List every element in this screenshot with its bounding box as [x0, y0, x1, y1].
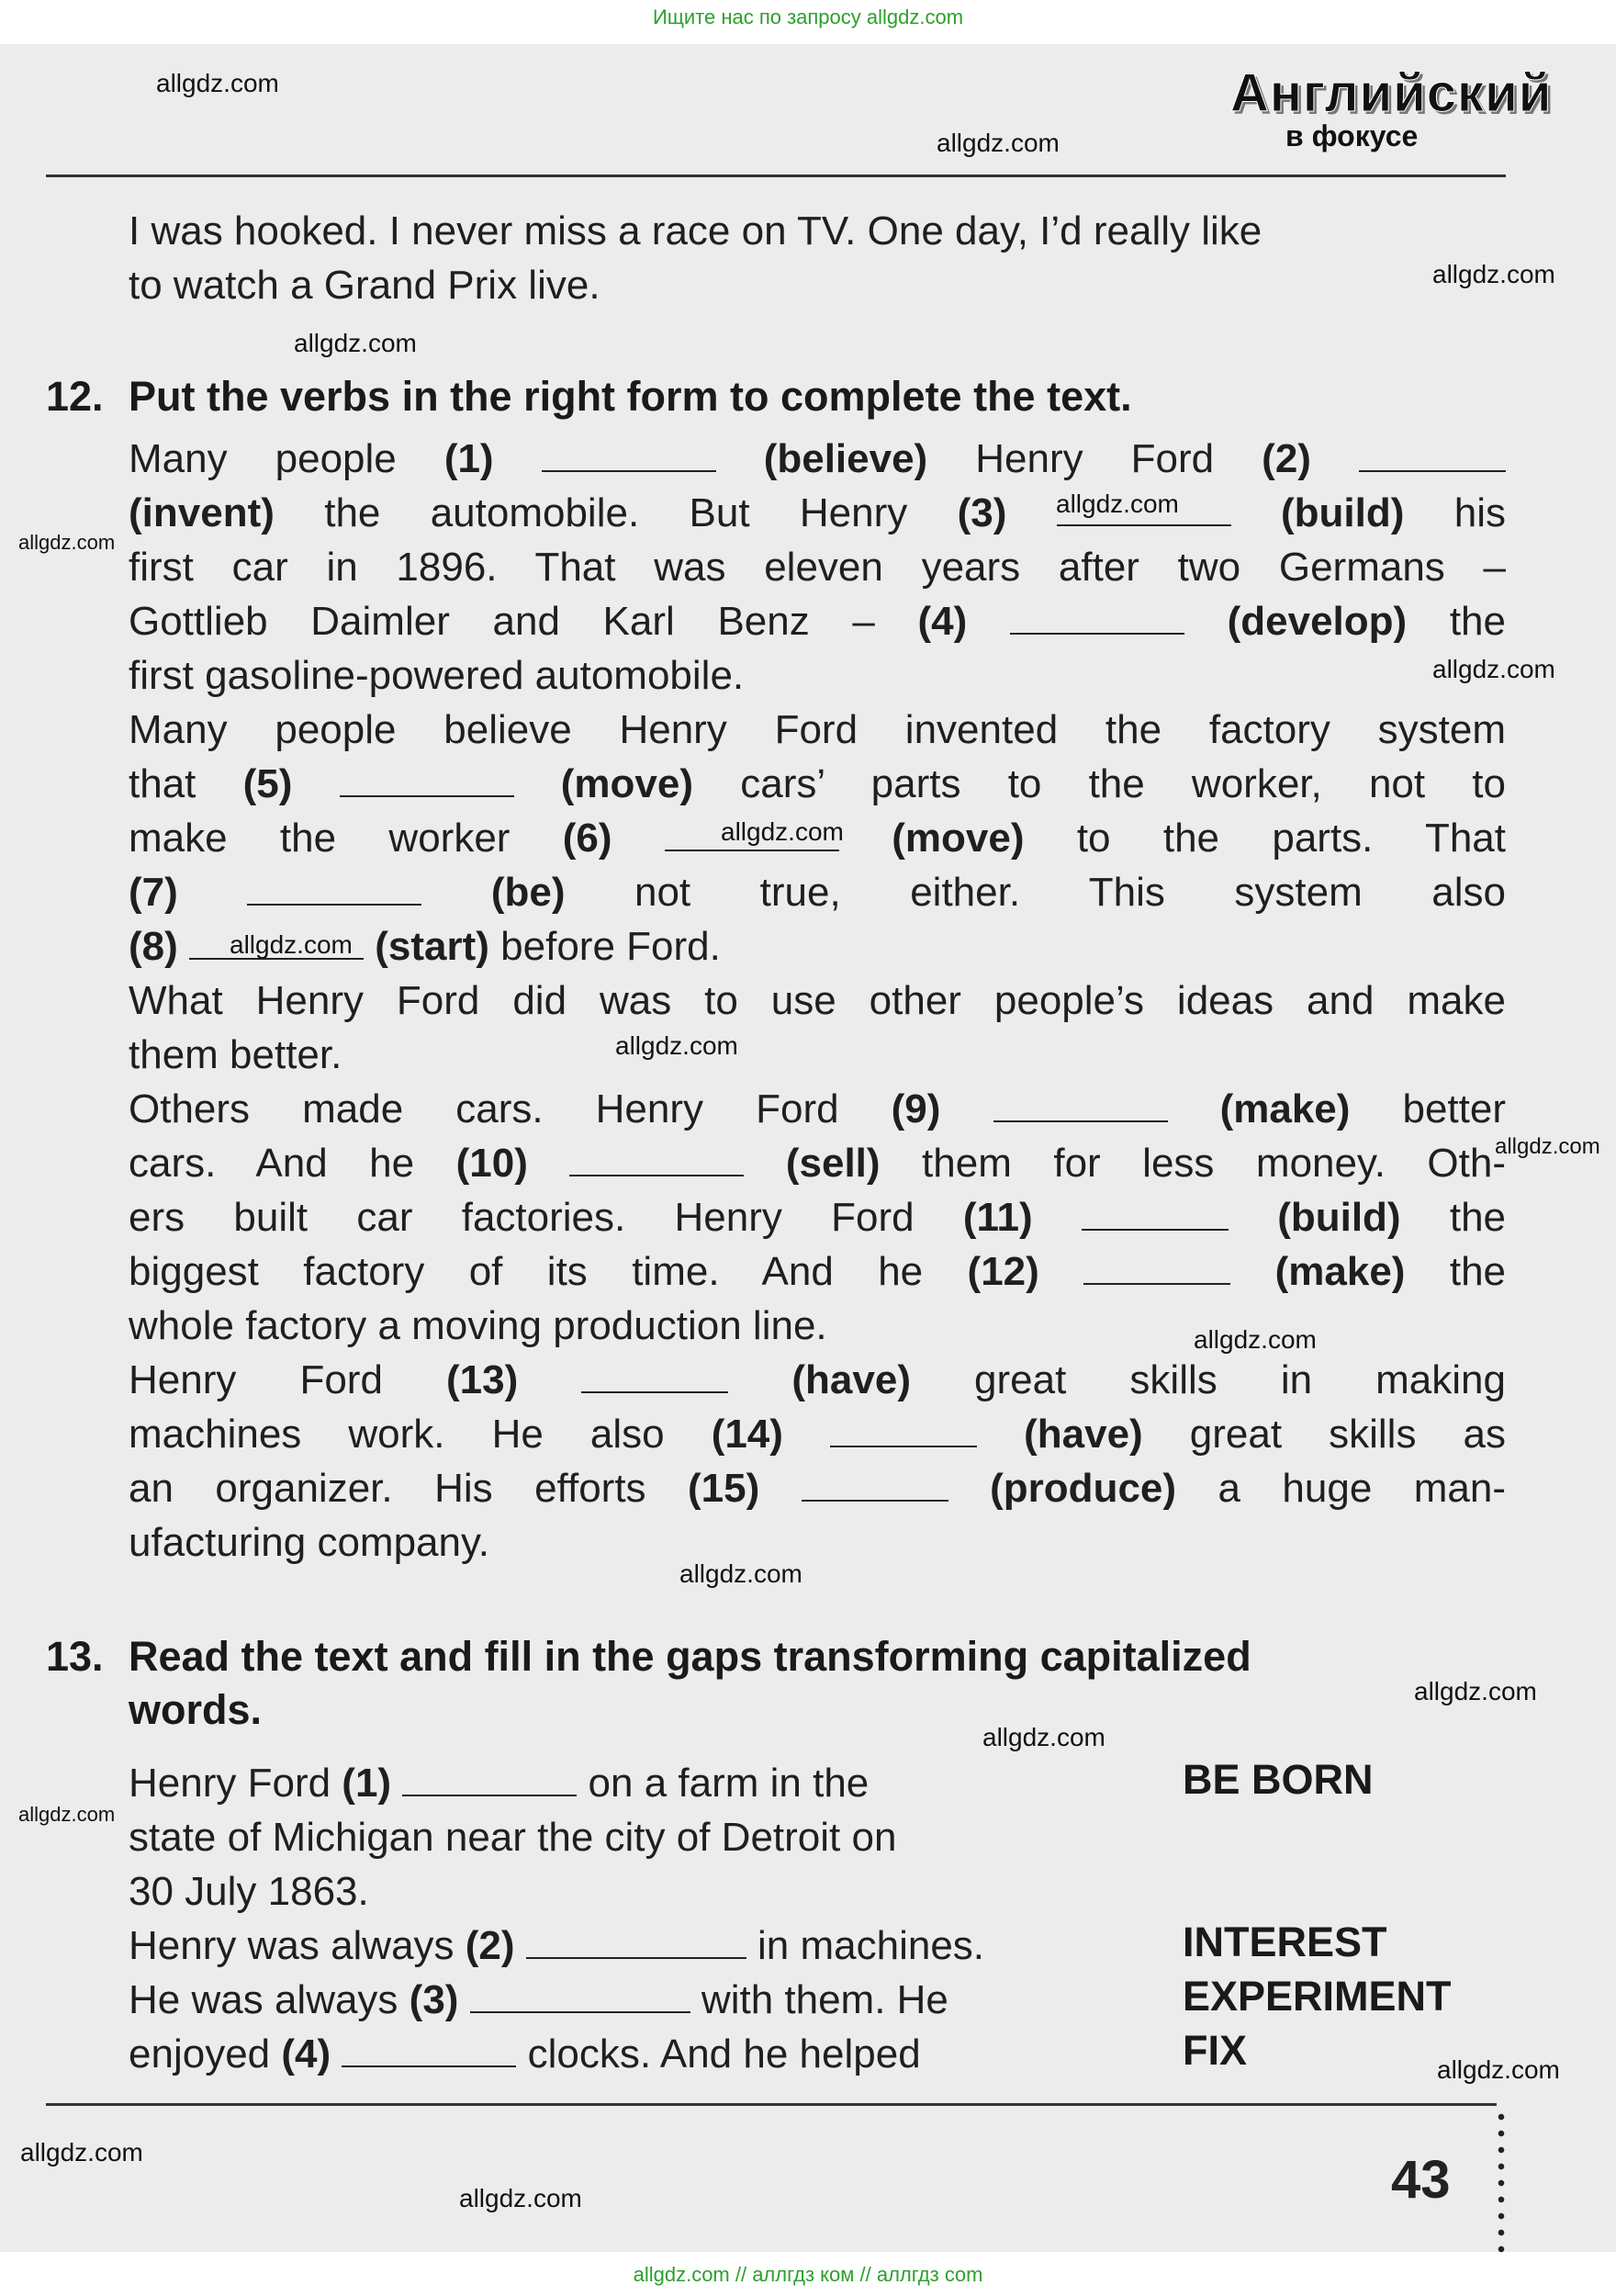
exercise-13-line: He was always (3) with them. He — [129, 1977, 948, 2022]
watermark: allgdz.com — [615, 1031, 738, 1060]
gap-11[interactable] — [1082, 1196, 1229, 1231]
exercise-12-line: make the worker (6) (move) to the parts. That — [129, 816, 1506, 861]
watermark: allgdz.com — [18, 531, 116, 554]
watermark: allgdz.com — [1432, 260, 1555, 288]
exercise-12-line: first car in 1896. That was eleven years after two Germans – — [129, 545, 1506, 590]
watermark: allgdz.com — [156, 69, 279, 97]
exercise-12-line: ers built car factories. Henry Ford (11) (build) the — [129, 1195, 1507, 1240]
exercise-12-line: (7) (be) not true, either. This system also — [129, 870, 1506, 915]
logo-subtitle: в фокусе — [1285, 119, 1419, 152]
exercise-13-line: Henry was always (2) in machines. — [129, 1923, 985, 1968]
watermark: allgdz.com — [982, 1723, 1105, 1751]
capitalized-word: EXPERIMENT — [1183, 1973, 1452, 2020]
gap-3[interactable] — [1057, 491, 1231, 526]
exercise-12-line: Many people (1) (believe) Henry Ford (2) — [129, 432, 1506, 486]
capitalized-word: FIX — [1183, 2027, 1248, 2074]
gap-9[interactable] — [993, 1087, 1168, 1122]
exercise-12-line: Others made cars. Henry Ford (9) (make) better — [129, 1086, 1507, 1131]
exercise-12-line: whole factory a moving production line. — [129, 1303, 827, 1348]
exercise-13-title: Read the text and fill in the gaps transforming capitalized words. — [129, 1633, 1251, 1733]
gap-13[interactable] — [581, 1358, 728, 1393]
gap-15[interactable] — [802, 1467, 948, 1502]
page-number: 43 — [1391, 2150, 1451, 2210]
gap-14[interactable] — [830, 1412, 977, 1447]
gap-4[interactable] — [1010, 600, 1184, 635]
gap-13-3[interactable] — [470, 1978, 690, 2013]
intro-line: I was hooked. I never miss a race on TV. One day, I’d really like — [129, 208, 1262, 253]
exercise-13-number: 13. — [46, 1633, 104, 1680]
exercise-12-line: Gottlieb Daimler and Karl Benz – (4) (develop) the — [129, 599, 1506, 644]
capitalized-word: INTEREST — [1183, 1919, 1387, 1965]
exercise-12-line: that (5) (move) cars’ parts to the worker, not to — [129, 761, 1506, 806]
watermark: allgdz.com — [1437, 2055, 1560, 2084]
exercise-12-line: first gasoline-powered automobile. — [129, 653, 745, 698]
footer-divider — [46, 2103, 1497, 2106]
intro-line: to watch a Grand Prix live. — [129, 263, 600, 308]
top-banner-link[interactable]: Ищите нас по запросу allgdz.com — [652, 6, 964, 28]
exercise-13-line: enjoyed (4) clocks. And he helped — [129, 2032, 921, 2077]
exercise-12-line: Henry Ford (13) (have) great skills in making — [129, 1357, 1506, 1402]
watermark: allgdz.com — [1495, 1134, 1600, 1159]
watermark: allgdz.com — [1432, 655, 1555, 683]
gap-7[interactable] — [247, 871, 421, 906]
watermark: allgdz.com — [230, 930, 353, 959]
dotted-margin-line — [1497, 2109, 1506, 2256]
watermark: allgdz.com — [679, 1559, 802, 1588]
gap-13-2[interactable] — [526, 1924, 746, 1959]
exercise-12-line: (8) (start) before Ford. — [129, 924, 721, 969]
exercise-13-line: 30 July 1863. — [129, 1869, 369, 1914]
header-divider — [46, 174, 1506, 177]
exercise-13-line: Henry Ford (1) on a farm in the — [129, 1761, 870, 1806]
watermark: allgdz.com — [937, 129, 1060, 157]
exercise-12-line: cars. And he (10) (sell) them for less money. Oth- — [129, 1141, 1506, 1186]
gap-5[interactable] — [340, 762, 514, 797]
watermark: allgdz.com — [18, 1803, 116, 1826]
exercise-12-number: 12. — [46, 373, 104, 420]
watermark: allgdz.com — [459, 2184, 582, 2212]
gap-8[interactable] — [189, 925, 364, 960]
exercise-12-line: What Henry Ford did was to use other people’s ideas and make — [129, 978, 1506, 1023]
exercise-12-line: machines work. He also (14) (have) great skills as — [129, 1412, 1506, 1457]
gap-10[interactable] — [569, 1142, 744, 1176]
gap-1[interactable] — [542, 437, 716, 472]
exercise-12-line: (invent) the automobile. But Henry (3) (build) his — [129, 490, 1506, 535]
watermark: allgdz.com — [1056, 490, 1179, 518]
exercise-12-line: ufacturing company. — [129, 1520, 489, 1565]
bottom-banner-link[interactable]: allgdz.com // аллгдз ком // аллгдз com — [633, 2263, 983, 2286]
logo-title: Английский — [1230, 63, 1553, 123]
exercise-12-title: Put the verbs in the right form to complete the text. — [129, 373, 1132, 420]
gap-12[interactable] — [1083, 1250, 1230, 1285]
book-logo — [1230, 62, 1553, 159]
exercise-12-line: biggest factory of its time. And he (12) (make) the — [129, 1249, 1507, 1294]
exercise-12-line: an organizer. His efforts (15) (produce) a huge man- — [129, 1466, 1506, 1511]
gap-2[interactable] — [1359, 437, 1506, 472]
watermark: allgdz.com — [294, 329, 417, 357]
watermark: allgdz.com — [1414, 1677, 1537, 1705]
exercise-12-line: them better. — [129, 1032, 342, 1077]
watermark: allgdz.com — [20, 2138, 143, 2167]
gap-13-4[interactable] — [342, 2032, 516, 2067]
exercise-13-line: state of Michigan near the city of Detroit on — [129, 1815, 897, 1860]
exercise-12-line: Many people believe Henry Ford invented the factory system — [129, 707, 1506, 752]
capitalized-word: BE BORN — [1183, 1756, 1374, 1803]
watermark: allgdz.com — [721, 817, 844, 846]
gap-13-1[interactable] — [402, 1761, 577, 1796]
gap-6[interactable] — [665, 816, 839, 851]
watermark: allgdz.com — [1194, 1325, 1317, 1354]
